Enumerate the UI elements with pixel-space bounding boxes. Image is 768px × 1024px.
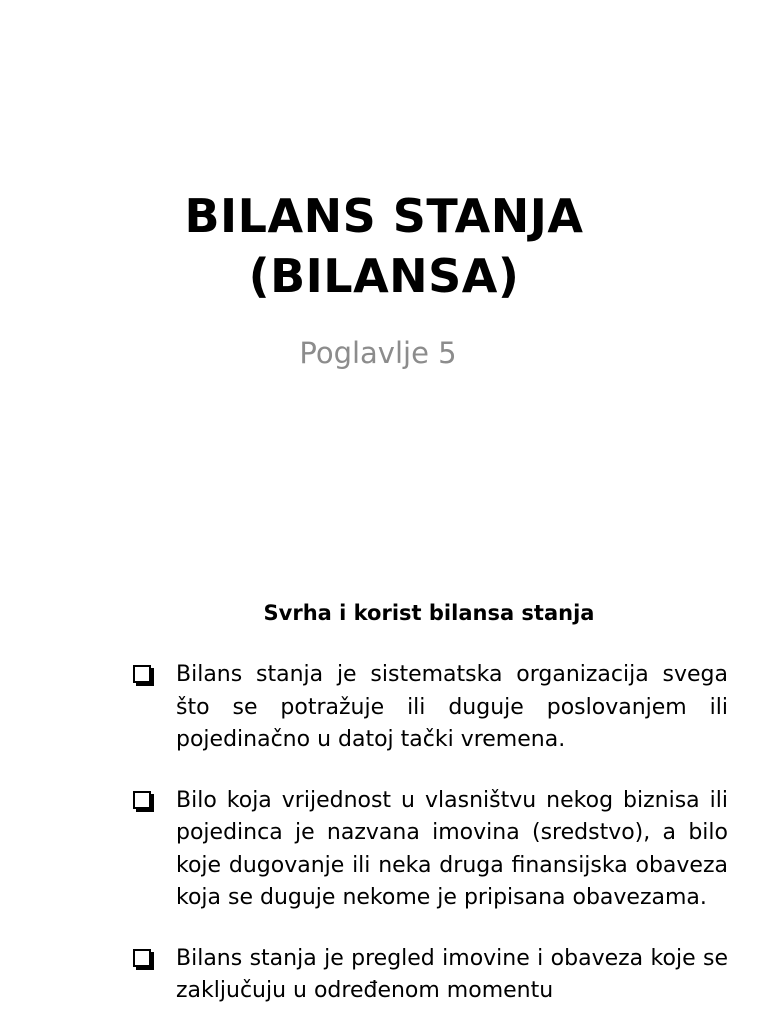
bullet-item (130, 943, 728, 1008)
bullet-text: Bilans stanja je sistematska organizacija svega što se potražuje ili duguje poslovanjem ili pojedinačno u datoj tački vremena. (176, 662, 728, 752)
checkbox-square-icon (133, 791, 151, 809)
title-line-2: (BILANSA) (248, 249, 520, 303)
bullet-text: Bilo koja vrijednost u vlasništvu nekog biznisa ili pojedinca je nazvana imovina (sredstvo), a bilo koje dugovanje ili neka druga finansijska obaveza koja se duguje nekome je pripisana obavezama. (176, 787, 728, 910)
section-heading: Svrha i korist bilansa stanja (263, 601, 595, 625)
checkbox-square-icon (133, 665, 151, 683)
bullet-text: Bilans stanja je pregled imovine i obaveza koje se zaključuju u određenom momentu (176, 945, 728, 1003)
page-title (0, 186, 768, 306)
chapter-subtitle: Poglavlje 5 (299, 336, 457, 370)
bullet-item (130, 659, 728, 757)
checkbox-square-icon (133, 949, 151, 967)
bullet-item (130, 785, 728, 915)
bullet-list (130, 659, 728, 1024)
title-line-1: BILANS STANJA (184, 189, 584, 243)
